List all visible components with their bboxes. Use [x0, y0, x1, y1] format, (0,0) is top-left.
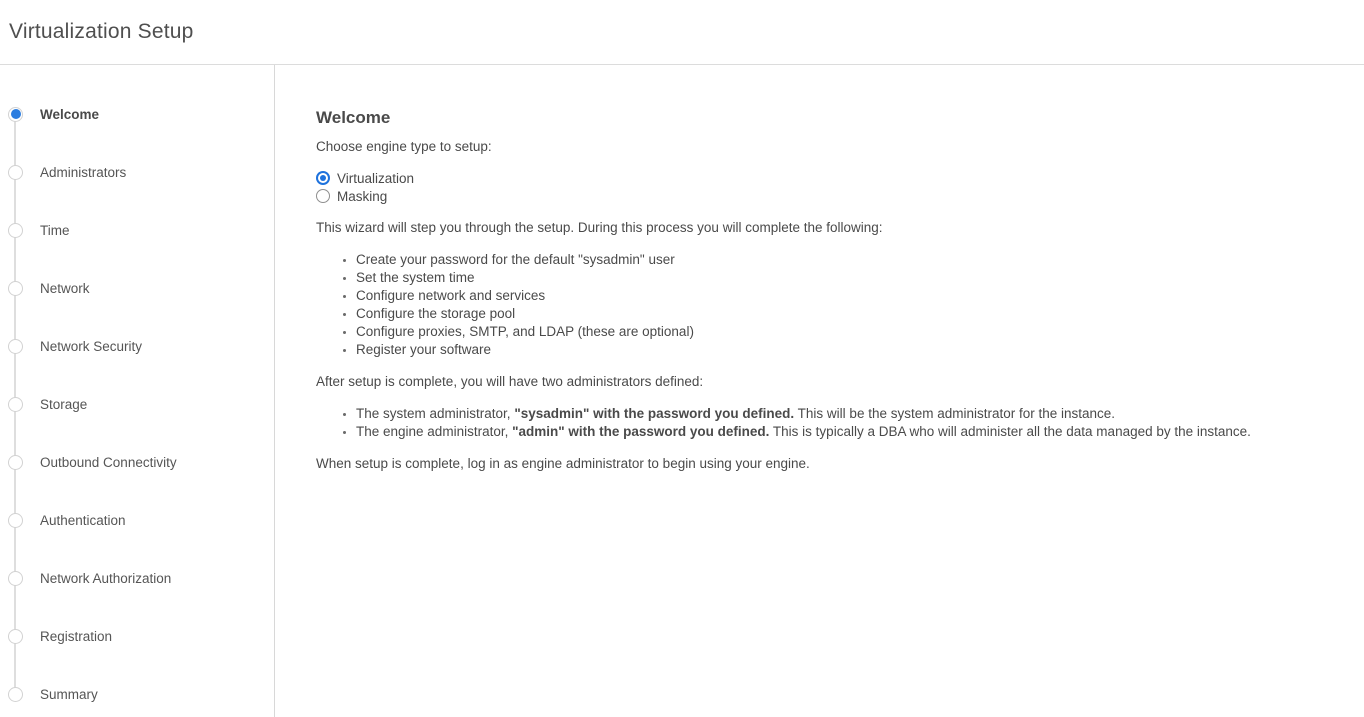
radio-option-masking[interactable]	[316, 187, 1324, 205]
admin-bullet-bold: "admin" with the password you defined.	[512, 424, 770, 439]
admins-intro-text: After setup is complete, you will have two administrators defined:	[316, 374, 704, 389]
list-item: • Create your password for the default "sysadmin" user	[356, 251, 1324, 269]
sidebar-step-registration[interactable]	[0, 607, 274, 665]
radio-unselected-icon[interactable]	[316, 189, 330, 203]
sidebar-step-storage[interactable]	[0, 375, 274, 433]
step-radio-icon	[8, 165, 23, 180]
step-label: Administrators	[40, 164, 127, 180]
radio-label: Masking	[337, 188, 388, 204]
list-item: • Set the system time	[356, 269, 1324, 287]
admin-bullet-post: This will be the system administrator for the instance.	[794, 406, 1116, 421]
step-radio-icon	[8, 107, 23, 122]
wizard-steps-sidebar	[0, 65, 275, 717]
list-item: • Configure network and services	[356, 287, 1324, 305]
step-label: Registration	[40, 628, 113, 644]
admin-bullet-pre: The system administrator,	[356, 406, 515, 421]
choose-engine-label: Choose engine type to setup:	[316, 139, 492, 154]
sidebar-step-outbound-connectivity[interactable]	[0, 433, 274, 491]
step-label: Storage	[40, 396, 88, 412]
sidebar-step-authentication[interactable]	[0, 491, 274, 549]
step-radio-icon	[8, 629, 23, 644]
engine-type-radio-group	[316, 169, 1324, 205]
app-header	[0, 0, 1364, 65]
list-item	[356, 405, 1324, 423]
sidebar-step-network-security[interactable]	[0, 317, 274, 375]
list-item	[356, 423, 1324, 441]
radio-selected-icon[interactable]	[316, 171, 330, 185]
step-radio-icon	[8, 281, 23, 296]
content-heading: Welcome	[316, 108, 391, 127]
sidebar-step-time[interactable]	[0, 201, 274, 259]
step-label: Authentication	[40, 512, 126, 528]
step-radio-icon	[8, 339, 23, 354]
radio-label: Virtualization	[337, 170, 415, 186]
sidebar-step-summary[interactable]	[0, 665, 274, 717]
list-item: • Configure the storage pool	[356, 305, 1324, 323]
admin-bullet-pre: The engine administrator,	[356, 424, 513, 439]
sidebar-step-welcome[interactable]	[0, 85, 274, 143]
step-label: Network	[40, 280, 90, 296]
admin-bullet-post: This is typically a DBA who will administer all the data managed by the instance.	[769, 424, 1251, 439]
step-label: Network Security	[40, 338, 143, 354]
main-layout	[0, 65, 1364, 717]
wizard-intro-text: This wizard will step you through the setup. During this process you will complete the following:	[316, 220, 883, 235]
step-radio-icon	[8, 513, 23, 528]
page-title: Virtualization Setup	[9, 20, 194, 43]
closing-text: When setup is complete, log in as engine administrator to begin using your engine.	[316, 456, 810, 471]
setup-steps-list	[316, 251, 1324, 359]
step-label: Network Authorization	[40, 570, 172, 586]
sidebar-step-administrators[interactable]	[0, 143, 274, 201]
step-label: Welcome	[40, 106, 100, 122]
admin-bullet-bold: "sysadmin" with the password you defined.	[514, 406, 795, 421]
step-radio-icon	[8, 397, 23, 412]
step-label: Time	[40, 222, 70, 238]
list-item: • Configure proxies, SMTP, and LDAP (these are optional)	[356, 323, 1324, 341]
radio-option-virtualization[interactable]	[316, 169, 1324, 187]
sidebar-step-network-authorization[interactable]	[0, 549, 274, 607]
step-radio-icon	[8, 223, 23, 238]
step-label: Summary	[40, 686, 98, 702]
step-label: Outbound Connectivity	[40, 454, 177, 470]
step-radio-icon	[8, 455, 23, 470]
administrators-list	[316, 405, 1324, 441]
step-radio-icon	[8, 571, 23, 586]
sidebar-step-network[interactable]	[0, 259, 274, 317]
wizard-content-panel	[275, 65, 1364, 717]
list-item: • Register your software	[356, 341, 1324, 359]
step-radio-icon	[8, 687, 23, 702]
